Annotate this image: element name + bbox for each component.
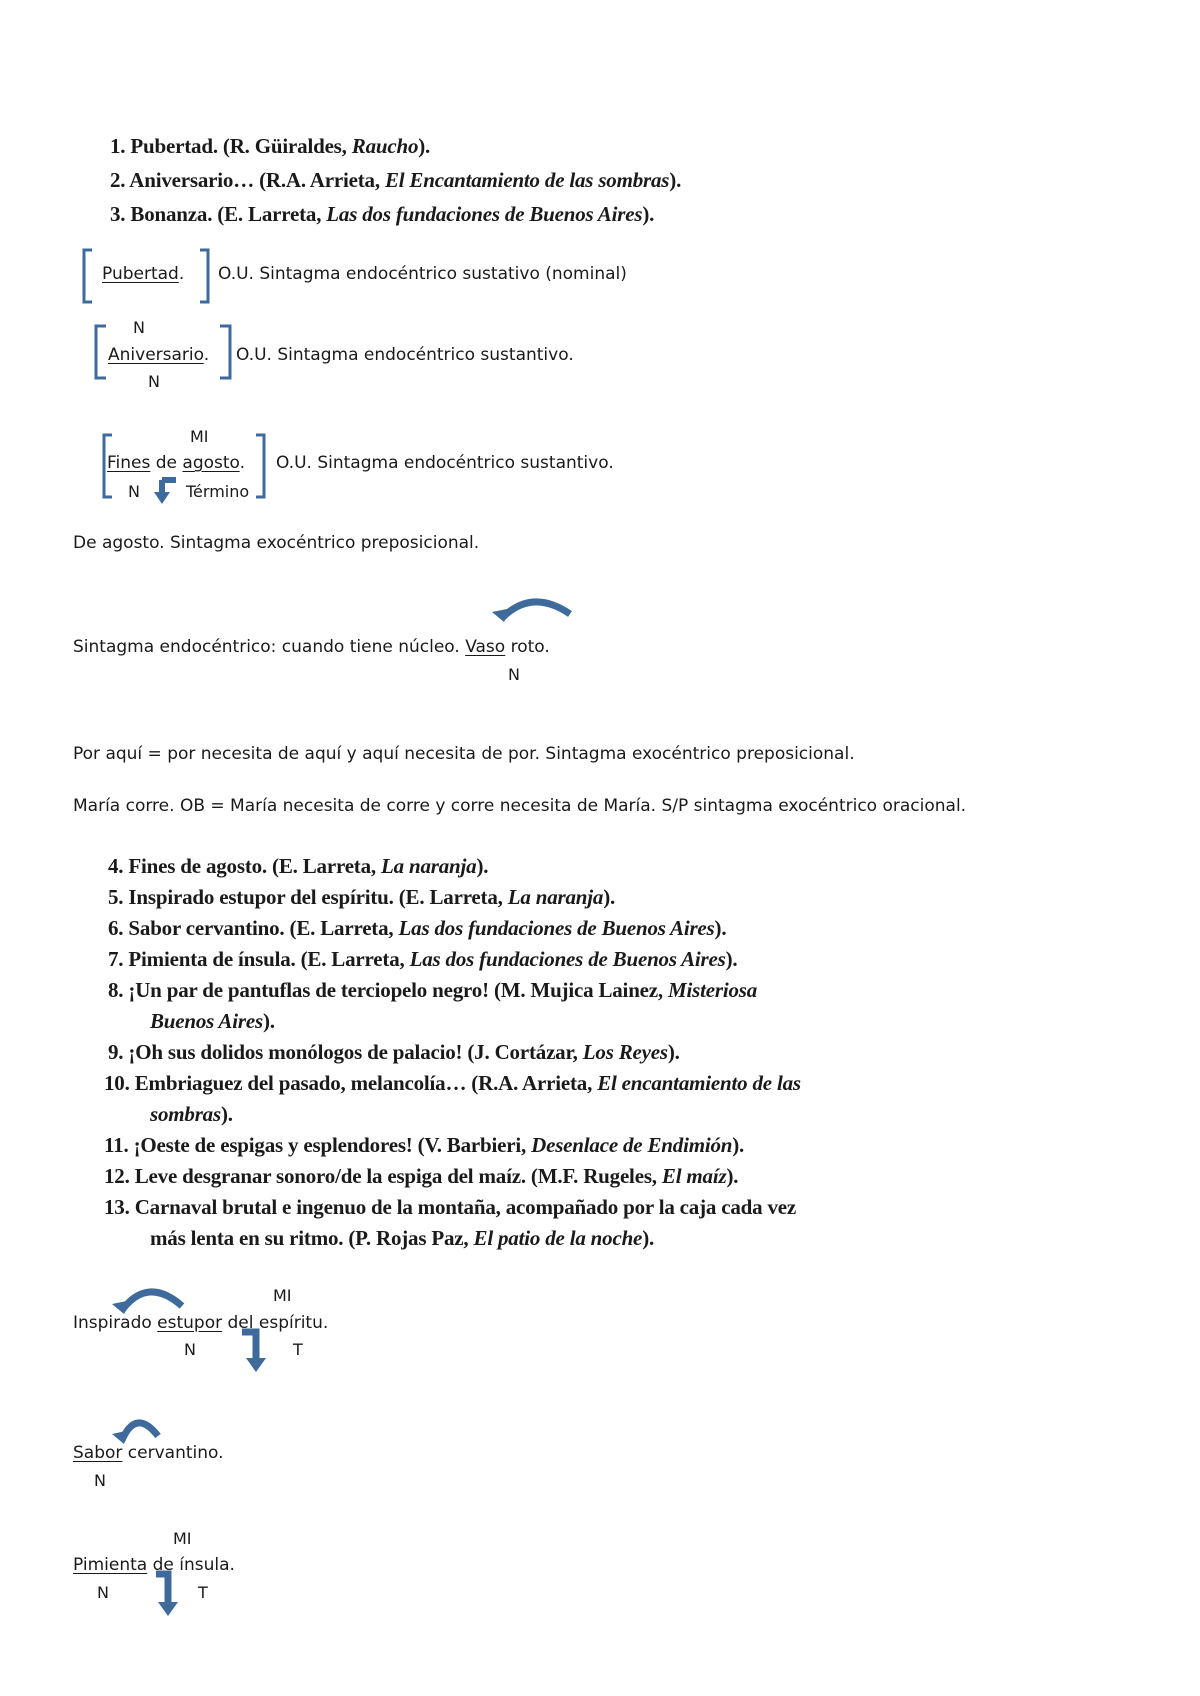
note-text: María corre. OB = María necesita de corre y corre necesita de María. S/P sintagma exocéntrico oracional. xyxy=(73,796,967,816)
modifier-label: MI xyxy=(273,1286,292,1305)
term-label: T xyxy=(293,1340,303,1359)
list-item: 4. Fines de agosto. (E. Larreta, La naranja). xyxy=(108,854,489,878)
note-text: Sintagma endocéntrico: cuando tiene núcleo. Vaso roto. xyxy=(73,637,550,657)
nucleus-label: N xyxy=(148,372,160,391)
nucleus-label: N xyxy=(94,1471,106,1490)
list-item: 9. ¡Oh sus dolidos monólogos de palacio! (J. Cortázar, Los Reyes). xyxy=(108,1040,680,1064)
nucleus-label: N xyxy=(97,1583,109,1602)
list-item-continuation: Buenos Aires). xyxy=(150,1009,275,1033)
curved-arrow-icon xyxy=(112,1414,164,1444)
analysis-description: O.U. Sintagma endocéntrico sustativo (nominal) xyxy=(218,264,627,284)
nucleus-label: N xyxy=(128,482,140,501)
down-arrow-icon xyxy=(152,480,180,506)
curved-arrow-icon xyxy=(112,1284,188,1314)
analysis-fines-de-agosto: Fines de agosto. xyxy=(107,453,246,473)
note-text: De agosto. Sintagma exocéntrico preposicional. xyxy=(73,533,480,553)
note-text: Por aquí = por necesita de aquí y aquí necesita de por. Sintagma exocéntrico preposicional. xyxy=(73,744,855,764)
list-item: 12. Leve desgranar sonoro/de la espiga del maíz. (M.F. Rugeles, El maíz). xyxy=(104,1164,739,1188)
analysis-pubertad: Pubertad. xyxy=(102,264,185,284)
list-item: 6. Sabor cervantino. (E. Larreta, Las dos fundaciones de Buenos Aires). xyxy=(108,916,727,940)
nucleus-label: N xyxy=(184,1340,196,1359)
analysis-aniversario: Aniversario. xyxy=(108,345,210,365)
analysis-description: O.U. Sintagma endocéntrico sustantivo. xyxy=(276,453,614,473)
list-item: 11. ¡Oeste de espigas y esplendores! (V. Barbieri, Desenlace de Endimión). xyxy=(104,1133,745,1157)
analysis-pimienta-de-insula: Pimienta de ínsula. xyxy=(73,1555,235,1575)
list-item: 2. Aniversario… (R.A. Arrieta, El Encantamiento de las sombras). xyxy=(110,168,682,192)
list-item-continuation: más lenta en su ritmo. (P. Rojas Paz, El patio de la noche). xyxy=(150,1226,655,1250)
term-label: T xyxy=(198,1583,208,1602)
list-item: 5. Inspirado estupor del espíritu. (E. Larreta, La naranja). xyxy=(108,885,616,909)
nucleus-label: N xyxy=(133,318,145,337)
list-item: 8. ¡Un par de pantuflas de terciopelo negro! (M. Mujica Lainez, Misteriosa xyxy=(108,978,758,1002)
analysis-sabor-cervantino: Sabor cervantino. xyxy=(73,1443,224,1463)
analysis-inspirado-estupor: Inspirado estupor del espíritu. xyxy=(73,1313,329,1333)
curved-arrow-icon xyxy=(492,594,578,622)
list-item: 7. Pimienta de ínsula. (E. Larreta, Las dos fundaciones de Buenos Aires). xyxy=(108,947,738,971)
modifier-label: MI xyxy=(173,1529,192,1548)
list-item-continuation: sombras). xyxy=(150,1102,233,1126)
term-label: Término xyxy=(186,482,250,501)
down-arrow-icon xyxy=(242,1330,268,1374)
nucleus-label: N xyxy=(508,665,520,684)
list-item: 1. Pubertad. (R. Güiraldes, Raucho). xyxy=(110,134,431,158)
list-item: 3. Bonanza. (E. Larreta, Las dos fundaciones de Buenos Aires). xyxy=(110,202,655,226)
list-item: 13. Carnaval brutal e ingenuo de la montaña, acompañado por la caja cada vez xyxy=(104,1195,797,1219)
list-item: 10. Embriaguez del pasado, melancolía… (R.A. Arrieta, El encantamiento de las xyxy=(104,1071,801,1095)
modifier-label: MI xyxy=(190,427,209,446)
analysis-description: O.U. Sintagma endocéntrico sustantivo. xyxy=(236,345,574,365)
down-arrow-icon xyxy=(156,1572,182,1618)
